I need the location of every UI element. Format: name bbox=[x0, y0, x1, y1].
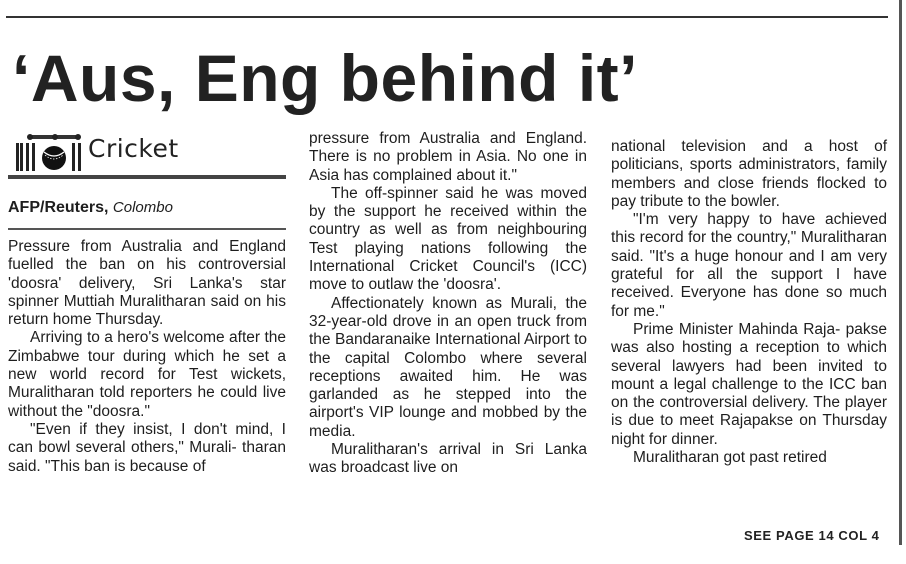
paragraph: Arriving to a hero's welcome after the Zimbabwe tour during which he set a new world record for Test wickets, Muralitharan told reporters he could live without the "doosra." bbox=[8, 329, 286, 420]
column-1 bbox=[8, 130, 286, 476]
paragraph: "I'm very happy to have achieved this record for the country," Muralitharan said. "It's a huge honour and I am very grateful for all the support I have received. Everyone has done so much for me." bbox=[611, 211, 887, 320]
paragraph: Prime Minister Mahinda Raja- pakse was also hosting a reception to which several lawyers had been invited to mount a legal challenge to the ICC ban on the controversial delivery. The player is due to meet Rajapakse on Thursday night for dinner. bbox=[611, 320, 887, 448]
continuation-note: SEE PAGE 14 COL 4 bbox=[744, 528, 880, 543]
headline: ‘Aus, Eng behind it’ bbox=[12, 41, 638, 115]
cricket-icon bbox=[10, 132, 88, 172]
paragraph: pressure from Australia and England. There is no problem in Asia. No one in Asia has complained about it." bbox=[309, 130, 587, 184]
section-header bbox=[8, 130, 286, 174]
paragraph: Affectionately known as Murali, the 32-year-old drove in an open truck from the Bandaranaike International Airport to the capital Colombo where several receptions awaited him. He was garlanded as he stepped into the airport's VIP lounge and mobbed by the media. bbox=[309, 294, 587, 440]
byline-rule bbox=[8, 228, 286, 230]
byline-place: Colombo bbox=[112, 199, 173, 216]
paragraph: Pressure from Australia and England fuelled the ban on his controversial 'doosra' delivery, Sri Lanka's star spinner Muttiah Muralitharan said on his return home Thursday. bbox=[8, 238, 286, 329]
byline bbox=[8, 198, 286, 222]
section-title: Cricket bbox=[88, 134, 179, 163]
paragraph: national television and a host of politicians, sports administrators, family members and close friends flocked to pay tribute to the bowler. bbox=[611, 138, 887, 210]
section-rule bbox=[8, 175, 286, 179]
paragraph: The off-spinner said he was moved by the support he received within the country as well as from neighbouring Test playing nations following the International Cricket Council's (ICC) move to outlaw the 'doosra'. bbox=[309, 184, 587, 294]
paragraph: Muralitharan's arrival in Sri Lanka was broadcast live on bbox=[309, 441, 587, 477]
paragraph: Muralitharan got past retired bbox=[633, 449, 827, 467]
top-rule bbox=[6, 16, 888, 18]
column-2 bbox=[309, 130, 587, 478]
column-3 bbox=[611, 138, 887, 467]
page-edge bbox=[899, 0, 902, 545]
byline-agency: AFP/Reuters, bbox=[8, 199, 109, 216]
paragraph: "Even if they insist, I don't mind, I can bowl several others," Murali- tharan said. "This ban is because of bbox=[8, 420, 286, 475]
